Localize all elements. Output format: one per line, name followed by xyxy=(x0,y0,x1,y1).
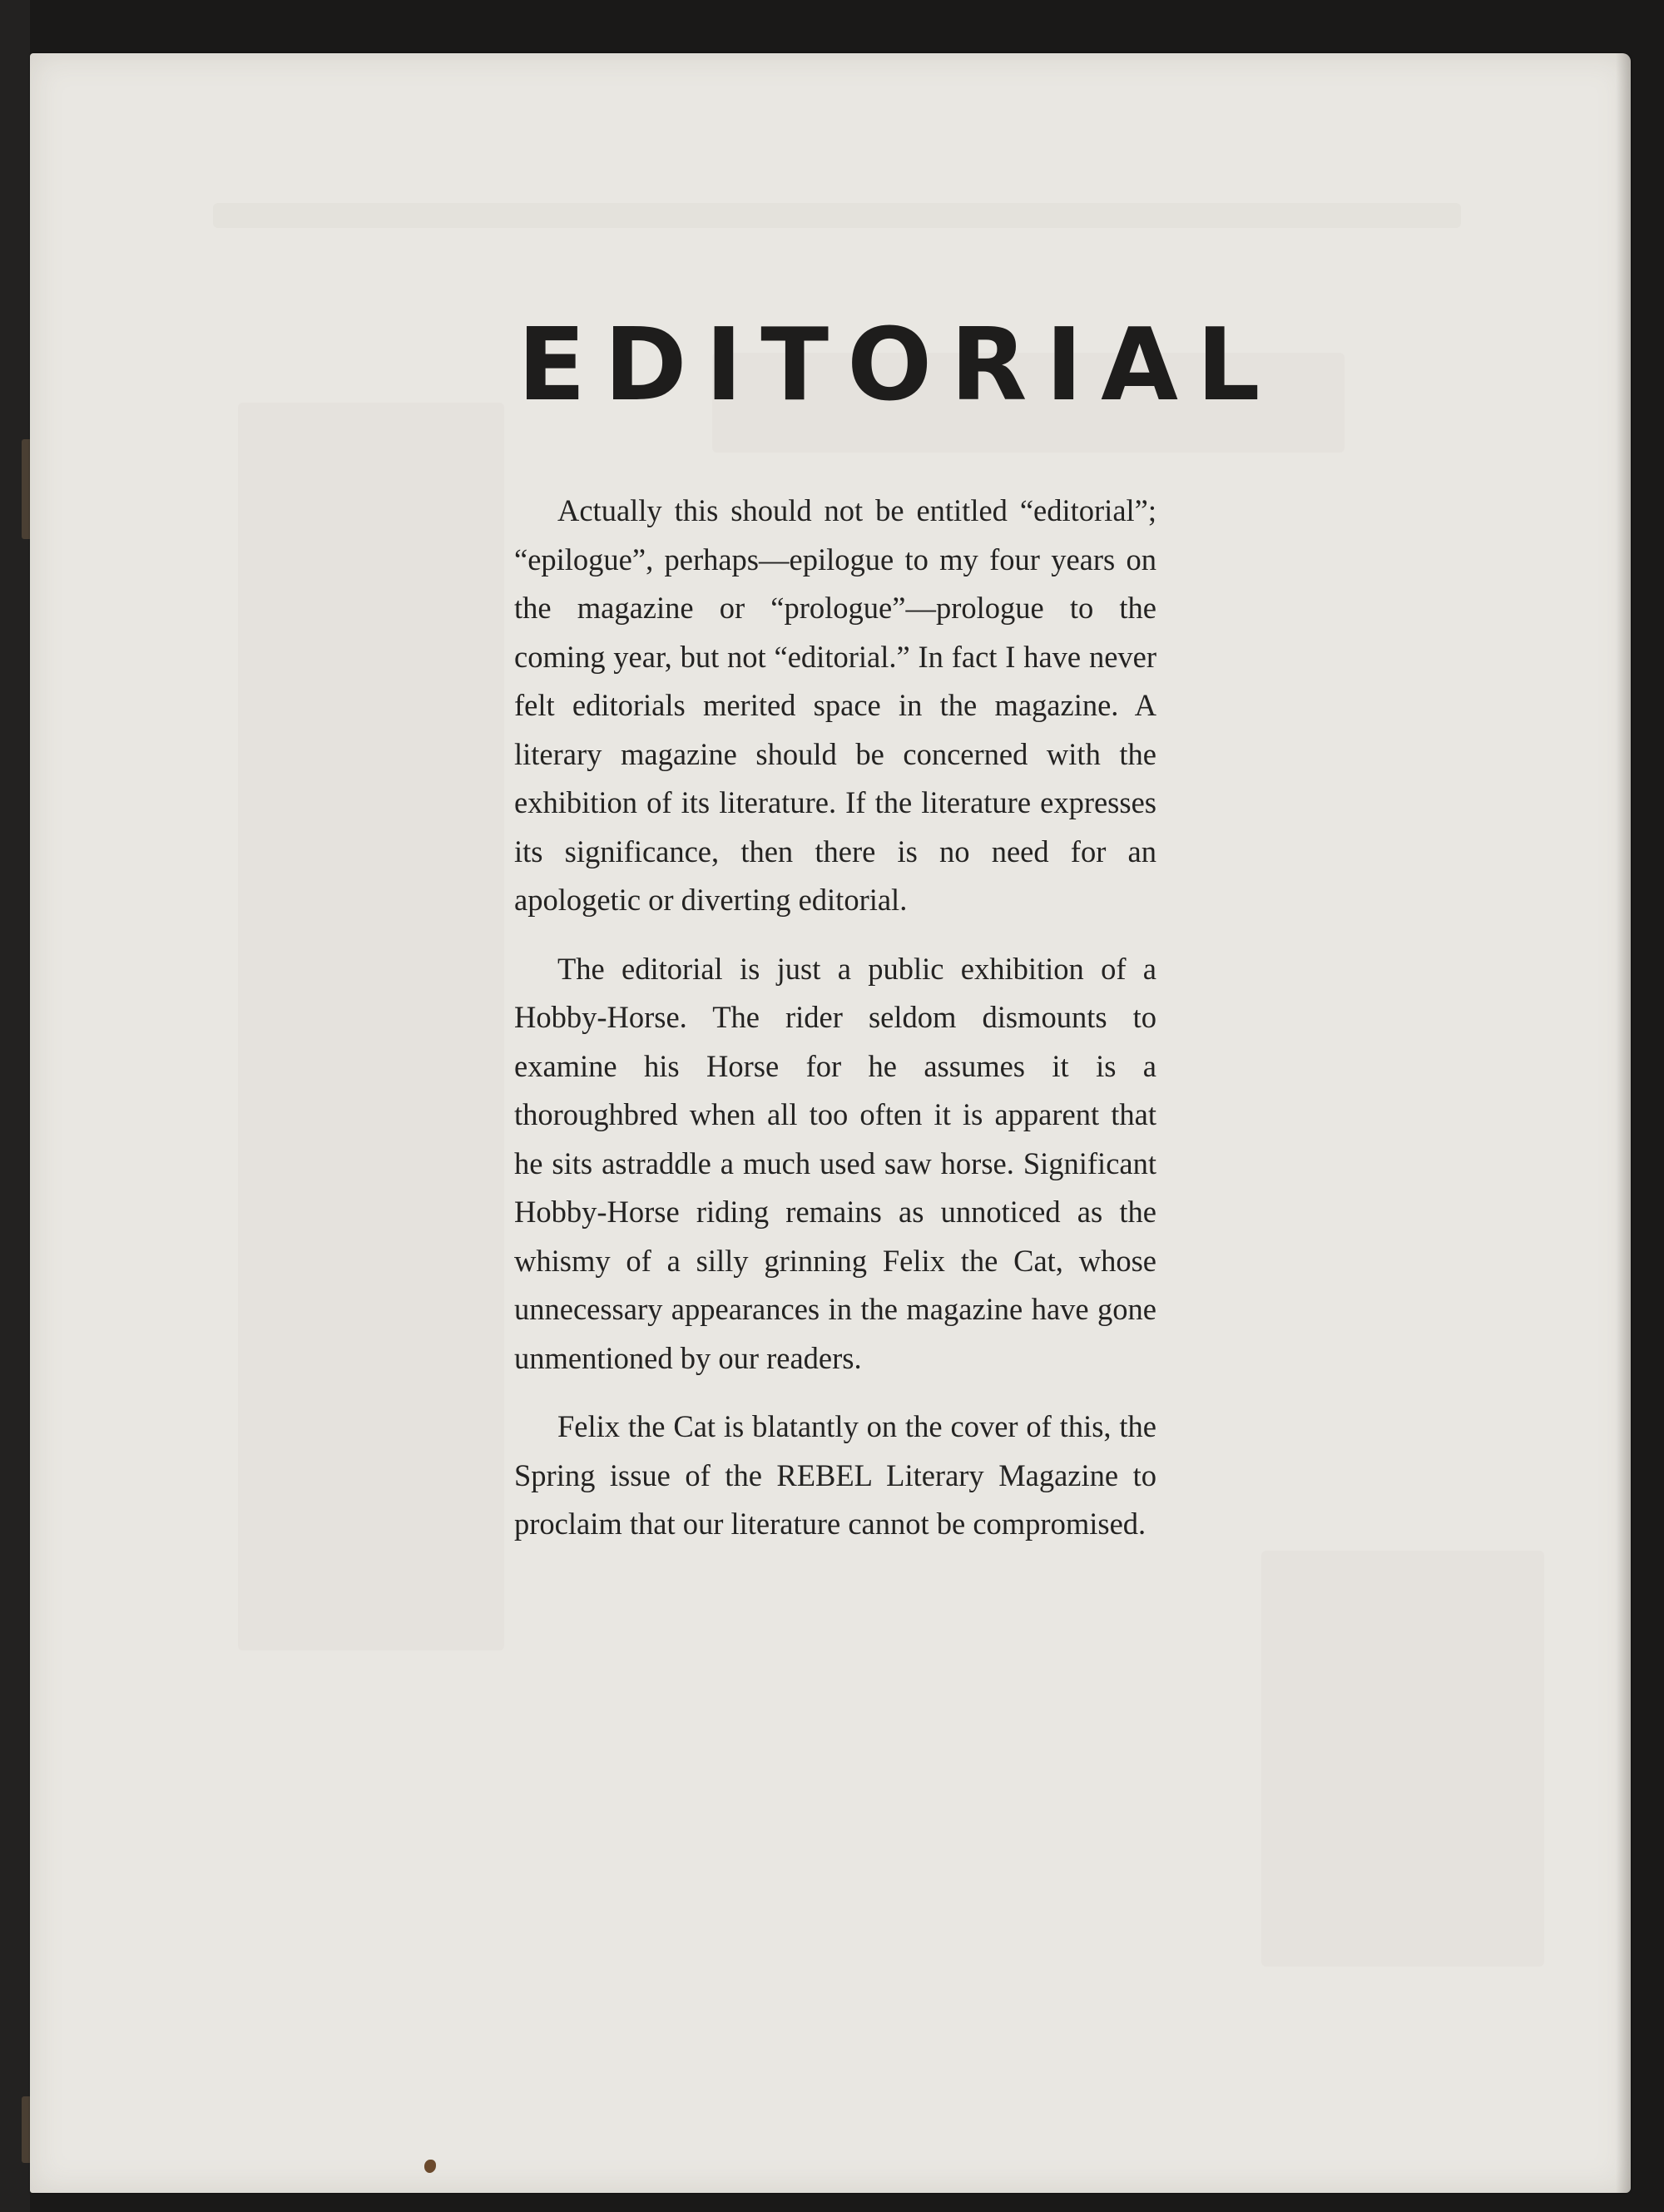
paragraph: Felix the Cat is blatantly on the cover of this, the Spring issue of the REBEL Literary Magazine to proclaim that our literature cannot be compromised. xyxy=(514,1409,1156,1541)
paragraph: Actually this should not be entitled “editorial”; “epilogue”, perhaps—epilogue to my four years on the magazine or “prologue”—prologue to the coming year, but not “editorial.” In fact I have never felt editorials merited space in the magazine. A literary magazine should be concerned with the exhibition of its literature. If the literature expresses its significance, then there is no need for an apologetic or diverting editorial. xyxy=(514,493,1156,917)
bleed-through-shadow xyxy=(213,203,1461,228)
binding-strip xyxy=(0,0,30,2212)
bleed-through-shadow xyxy=(238,403,504,1650)
paper-stain xyxy=(424,2160,436,2173)
bleed-through-shadow xyxy=(1261,1551,1544,1967)
page-title: EDITORIAL xyxy=(518,308,1279,423)
editorial-body xyxy=(514,487,1156,1569)
paragraph: The editorial is just a public exhibition of a Hobby-Horse. The rider seldom dismounts to examine his Horse for he assumes it is a thoroughbred when all too often it is apparent that he sits astraddle a much used saw horse. Significant Hobby-Horse riding remains as unnoticed as the whismy of a silly grinning Felix the Cat, whose unnecessary appearances in the magazine have gone unmentioned by our readers. xyxy=(514,951,1156,1375)
page-edge-shadow xyxy=(1616,53,1631,2193)
